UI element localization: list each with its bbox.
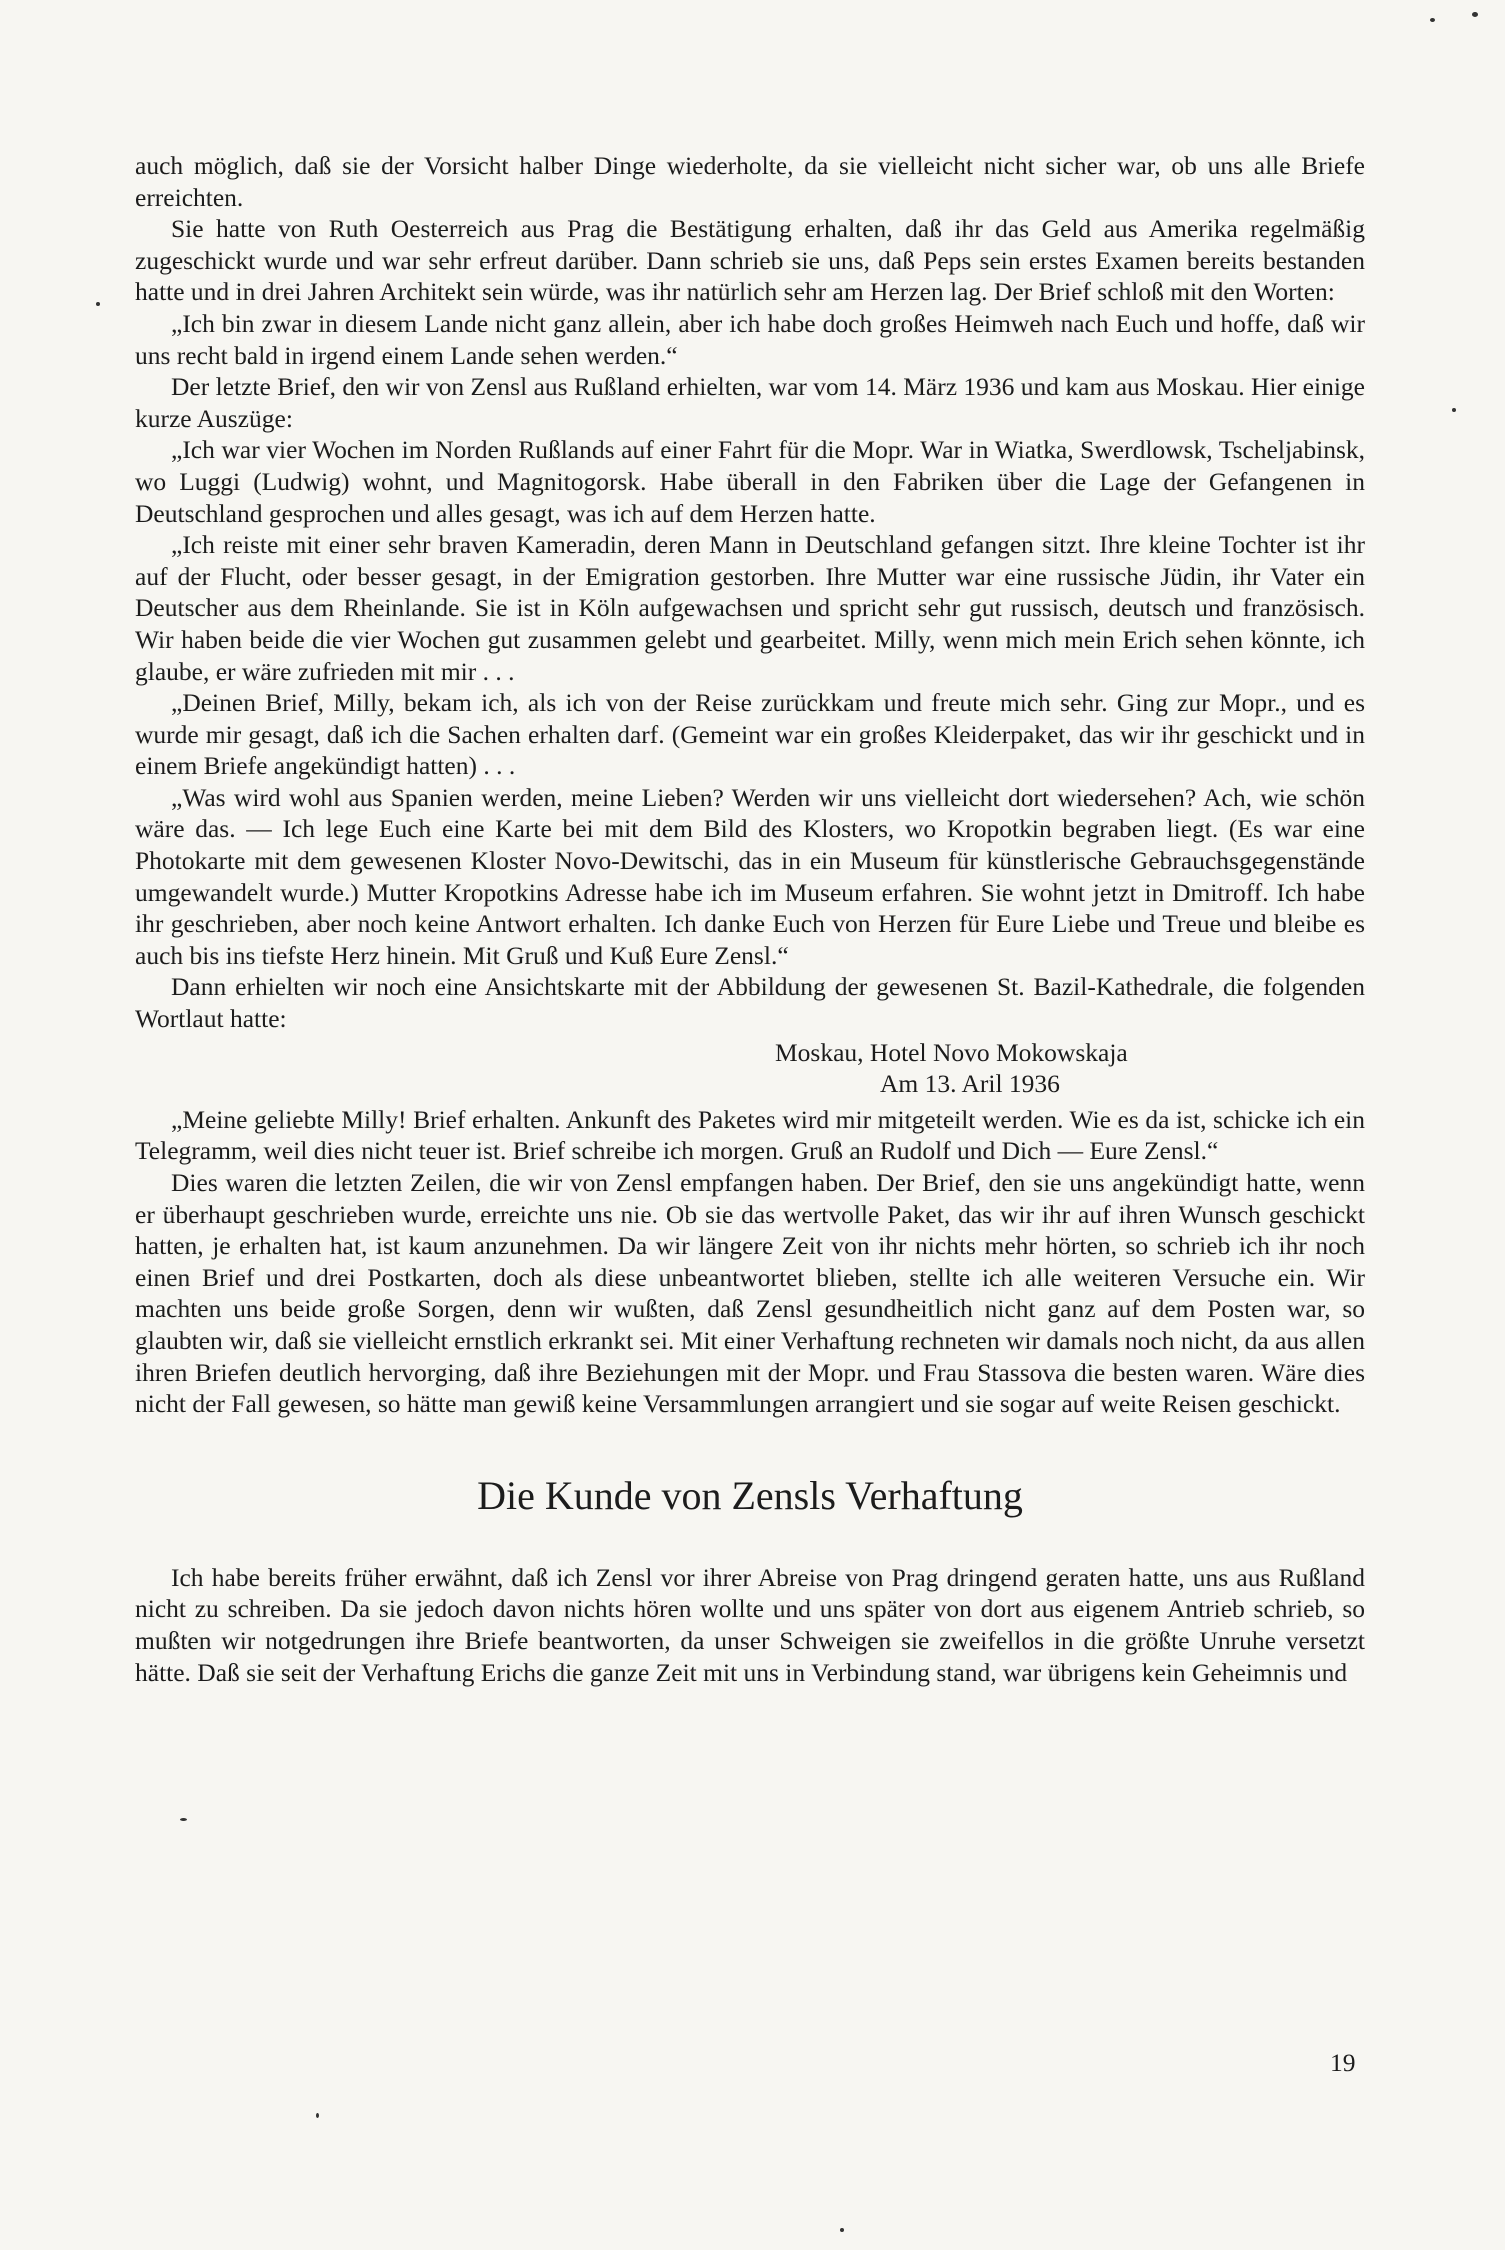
- paragraph-6: „Ich reiste mit einer sehr braven Kameradin, deren Mann in Deutschland gefangen sitzt. Ihre kleine Tochter ist ihr auf der Flucht, oder besser gesagt, in der Emigration gestorben. Ihre Mutter war eine russische Jüdin, ihr Vater ein Deutscher aus dem Rheinlande. Sie ist in Köln aufgewachsen und spricht sehr gut russisch, deutsch und französisch. Wir haben beide die vier Wochen gut zusammen gelebt und gearbeitet. Milly, wenn mich mein Erich sehen könnte, ich glaube, er wäre zufrieden mit mir . . .: [135, 530, 1365, 686]
- letter-date: Am 13. Aril 1936: [880, 1069, 1060, 1099]
- paragraph-12: Ich habe bereits früher erwähnt, daß ich Zensl vor ihrer Abreise von Prag dringend geraten hatte, uns aus Rußland nicht zu schreiben. Da sie jedoch davon nichts hören wollte und uns später von dort aus eigenem Antrieb schrieb, so mußten wir notgedrungen ihre Briefe beantworten, da unser Schweigen sie zweifellos in die größte Unruhe versetzt hätte. Daß sie seit der Verhaftung Erichs die ganze Zeit mit uns in Verbindung stand, war übrigens kein Geheimnis und: [135, 1562, 1365, 1687]
- paragraph-8: „Was wird wohl aus Spanien werden, meine Lieben? Werden wir uns vielleicht dort wiedersehen? Ach, wie schön wäre das. — Ich lege Euch eine Karte bei mit dem Bild des Klosters, wo Kropotkin begraben liegt. (Es war eine Photokarte mit dem gewesenen Kloster Novo-Dewitschi, das in ein Museum für künstlerische Gebrauchsgegenstände umgewandelt wurde.) Mutter Kropotkins Adresse habe ich im Museum erfahren. Sie wohnt jetzt in Dmitroff. Ich habe ihr geschrieben, aber noch keine Antwort erhalten. Ich danke Euch von Herzen für Eure Liebe und Treue und bleibe es auch bis ins tiefste Herz hinein. Mit Gruß und Kuß Eure Zensl.“: [135, 782, 1365, 970]
- scan-speck: [316, 2113, 319, 2118]
- paragraph-9: Dann erhielten wir noch eine Ansichtskarte mit der Abbildung der gewesenen St. Bazil-Kathedrale, die folgenden Wortlaut hatte:: [135, 972, 1365, 1034]
- paragraph-10: „Meine geliebte Milly! Brief erhalten. Ankunft des Paketes wird mir mitgeteilt werden. Wie es da ist, schicke ich ein Telegramm, weil dies nicht teuer ist. Brief schreibe ich morgen. Gruß an Rudolf und Dich — Eure Zensl.“: [135, 1104, 1365, 1166]
- paragraph-7: „Deinen Brief, Milly, bekam ich, als ich von der Reise zurückkam und freute mich sehr. Ging zur Mopr., und es wurde mir gesagt, daß ich die Sachen erhalten darf. (Gemeint war ein großes Kleiderpaket, das wir ihr geschickt und in einem Briefe angekündigt hatten) . . .: [135, 688, 1365, 781]
- scan-speck: [180, 1818, 187, 1821]
- paragraph-11: Dies waren die letzten Zeilen, die wir von Zensl empfangen haben. Der Brief, den sie uns angekündigt hatte, wenn er überhaupt geschrieben wurde, erreichte uns nie. Ob sie das wertvolle Paket, das wir ihr auf ihren Wunsch geschickt hatten, je erhalten hat, ist kaum anzunehmen. Da wir längere Zeit von ihr nichts mehr hörten, so schrieb ich ihr noch einen Brief und drei Postkarten, doch als diese unbeantwortet blieben, stellte ich alle weiteren Versuche ein. Wir machten uns beide große Sorgen, denn wir wußten, daß Zensl gesundheitlich nicht ganz auf dem Posten war, so glaubten wir, daß sie vielleicht ernstlich erkrankt sei. Mit einer Verhaftung rechneten wir damals noch nicht, da aus allen ihren Briefen deutlich hervorging, daß ihre Beziehungen mit der Mopr. und Frau Stassova die besten waren. Wäre dies nicht der Fall gewesen, so hätte man gewiß keine Versammlungen arrangiert und sie sogar auf weite Reisen geschickt.: [135, 1168, 1365, 1419]
- section-heading: Die Kunde von Zensls Verhaftung: [477, 1472, 1023, 1518]
- paragraph-2: Sie hatte von Ruth Oesterreich aus Prag die Bestätigung erhalten, daß ihr das Geld aus Amerika regelmäßig zugeschickt wurde und war sehr erfreut darüber. Dann schrieb sie uns, daß Peps sein erstes Examen bereits bestanden hatte und in drei Jahren Architekt sein würde, was ihr natürlich sehr am Herzen lag. Der Brief schloß mit den Worten:: [135, 214, 1365, 307]
- scan-speck: [1430, 18, 1435, 22]
- scan-speck: [840, 2228, 844, 2232]
- paragraph-1: auch möglich, daß sie der Vorsicht halber Dinge wiederholte, da sie vielleicht nicht sicher war, ob uns alle Briefe erreichten.: [135, 151, 1365, 212]
- page-number: 19: [1330, 2048, 1356, 2077]
- letter-place: Moskau, Hotel Novo Mokowskaja: [775, 1037, 1128, 1067]
- paragraph-4: Der letzte Brief, den wir von Zensl aus Rußland erhielten, war vom 14. März 1936 und kam aus Moskau. Hier einige kurze Auszüge:: [135, 372, 1365, 433]
- scan-speck: [1472, 12, 1478, 17]
- scan-speck: [1452, 408, 1456, 412]
- paragraph-5: „Ich war vier Wochen im Norden Rußlands auf einer Fahrt für die Mopr. War in Wiatka, Swerdlowsk, Tscheljabinsk, wo Luggi (Ludwig) wohnt, und Magnitogorsk. Habe überall in den Fabriken über die Lage der Gefangenen in Deutschland gesprochen und alles gesagt, was ich auf dem Herzen hatte.: [135, 435, 1365, 528]
- body-text: [135, 150, 1365, 1688]
- paragraph-3: „Ich bin zwar in diesem Lande nicht ganz allein, aber ich habe doch großes Heimweh nach Euch und hoffe, daß wir uns recht bald in irgend einem Lande sehen werden.“: [135, 308, 1365, 370]
- scan-speck: [96, 302, 100, 306]
